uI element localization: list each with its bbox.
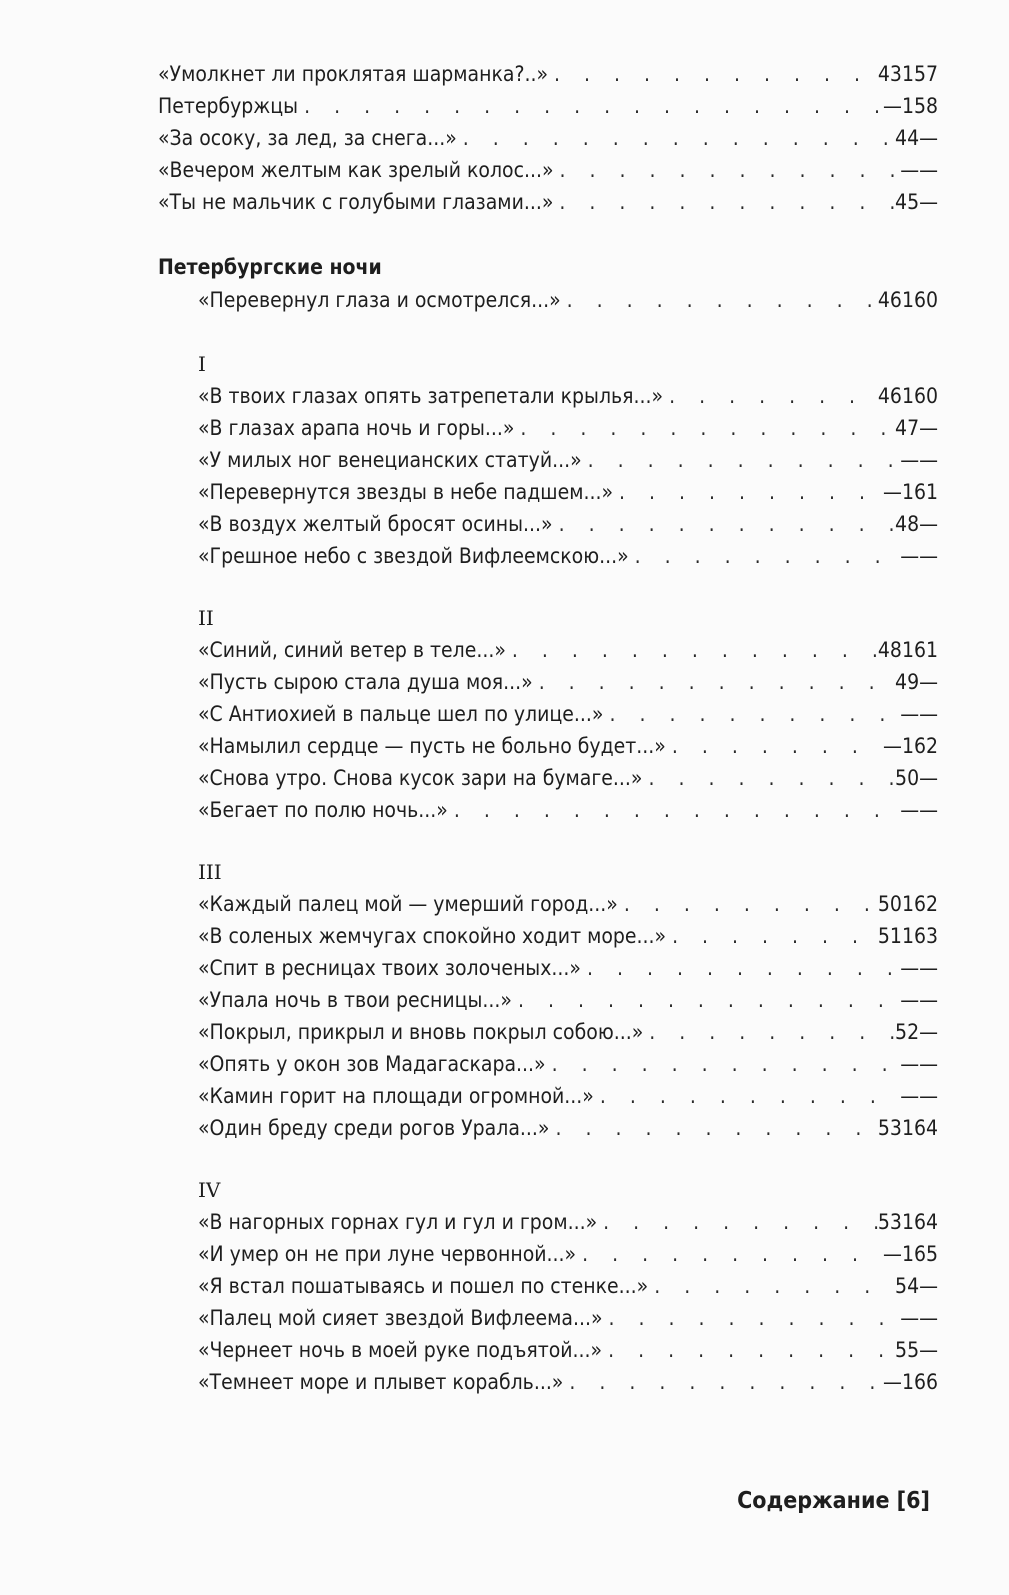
toc-entry	[158, 1048, 938, 1080]
entry-title: «Снова утро. Снова кусок зари на бумаге...»	[198, 766, 643, 790]
entry-title: «Намылил сердце — пусть не больно будет...»	[198, 734, 666, 758]
toc-entry	[158, 634, 938, 666]
entry-note-page: —	[919, 702, 938, 726]
dot-leader	[648, 762, 895, 794]
entry-page: 50	[895, 766, 920, 790]
entry-title: «В соленых жемчугах спокойно ходит море...»	[198, 924, 667, 948]
entry-page: 43	[877, 62, 902, 86]
entry-title: «Умолкнет ли проклятая шарманка?..»	[158, 62, 549, 86]
spacer	[158, 218, 938, 250]
entry-note-page: —	[919, 798, 938, 822]
toc-entry	[158, 1238, 938, 1270]
part-numeral: IV	[198, 1178, 221, 1202]
entry-note-page: 157	[901, 62, 938, 86]
entry-page: 53	[877, 1210, 902, 1234]
toc-entry	[158, 1080, 938, 1112]
dot-leader	[559, 508, 895, 540]
entry-page: —	[883, 1370, 902, 1394]
spacer	[158, 316, 938, 348]
toc-entry	[158, 1016, 938, 1048]
entry-note-page: —	[919, 1338, 938, 1362]
toc-entry	[158, 698, 938, 730]
entry-note-page: —	[919, 1084, 938, 1108]
entry-title: «В воздух желтый бросят осины...»	[198, 512, 553, 536]
entry-title: «Перевернул глаза и осмотрелся...»	[198, 288, 561, 312]
dot-leader	[609, 1302, 901, 1334]
toc-entry	[158, 1334, 938, 1366]
toc-entry	[158, 540, 938, 572]
section-heading: Петербургские ночи	[158, 255, 382, 279]
entry-title: «За осоку, за лед, за снега...»	[158, 126, 457, 150]
entry-title: «Упала ночь в твои ресницы...»	[198, 988, 512, 1012]
entry-title: «И умер он не при луне червонной...»	[198, 1242, 577, 1266]
entry-title: «У милых ног венецианских статуй...»	[198, 448, 582, 472]
dot-leader	[672, 730, 883, 762]
dot-leader	[567, 284, 878, 316]
entry-page: 49	[895, 670, 920, 694]
toc-entry	[158, 1302, 938, 1334]
dot-leader	[463, 122, 895, 154]
entry-title: «Темнеет море и плывет корабль...»	[198, 1370, 564, 1394]
entry-note-page: —	[919, 988, 938, 1012]
entry-page: —	[900, 956, 920, 980]
dot-leader	[608, 1334, 895, 1366]
entry-title: «Перевернутся звезды в небе падшем...»	[198, 480, 614, 504]
toc-entry	[158, 952, 938, 984]
dot-leader	[588, 444, 901, 476]
entry-title: «Пусть сырою стала душа моя...»	[198, 670, 533, 694]
entry-page: 53	[877, 1116, 902, 1140]
entry-page: —	[900, 702, 920, 726]
dot-leader	[520, 412, 895, 444]
toc-entry	[158, 444, 938, 476]
entry-note-page: —	[919, 512, 938, 536]
entry-note-page: —	[919, 126, 938, 150]
toc-entry	[158, 888, 938, 920]
toc-entry	[158, 154, 938, 186]
entry-title: «Один бреду среди рогов Урала...»	[198, 1116, 550, 1140]
entry-title: «В глазах арапа ночь и горы...»	[198, 416, 515, 440]
entry-title: «Ты не мальчик с голубыми глазами...»	[158, 190, 554, 214]
dot-leader	[569, 1366, 883, 1398]
entry-note-page: —	[919, 1052, 938, 1076]
toc-entry	[158, 476, 938, 508]
dot-leader	[539, 666, 895, 698]
entry-note-page: —	[919, 416, 938, 440]
entry-note-page: —	[919, 1274, 938, 1298]
dot-leader	[559, 186, 895, 218]
entry-page: 52	[895, 1020, 920, 1044]
toc-entry	[158, 90, 938, 122]
toc-entry	[158, 920, 938, 952]
entry-title: «Бегает по полю ночь...»	[198, 798, 448, 822]
toc-entry	[158, 666, 938, 698]
spacer	[158, 572, 938, 602]
running-footer: Содержание [6]	[737, 1488, 930, 1514]
entry-page: 50	[877, 892, 902, 916]
entry-page: —	[883, 480, 902, 504]
entry-title: «В твоих глазах опять затрепетали крылья...»	[198, 384, 664, 408]
dot-leader	[582, 1238, 883, 1270]
entry-page: —	[900, 158, 920, 182]
part-numeral: III	[198, 860, 222, 884]
entry-title: «Вечером желтым как зрелый колос...»	[158, 158, 554, 182]
entry-title: «Каждый палец мой — умерший город...»	[198, 892, 618, 916]
dot-leader	[518, 984, 900, 1016]
entry-note-page: 164	[901, 1116, 938, 1140]
table-of-contents	[158, 58, 938, 1398]
dot-leader	[624, 888, 878, 920]
entry-title: «Синий, синий ветер в теле...»	[198, 638, 506, 662]
dot-leader	[454, 794, 900, 826]
entry-title: «Палец мой сияет звездой Вифлеема...»	[198, 1306, 603, 1330]
entry-page: 45	[895, 190, 920, 214]
entry-page: —	[900, 798, 920, 822]
entry-page: —	[900, 544, 920, 568]
toc-entry	[158, 412, 938, 444]
entry-title: Петербуржцы	[158, 94, 299, 118]
dot-leader	[587, 952, 900, 984]
entry-note-page: —	[919, 448, 938, 472]
entry-note-page: 158	[901, 94, 938, 118]
toc-entry	[158, 58, 938, 90]
entry-note-page: 162	[901, 892, 938, 916]
dot-leader	[669, 380, 878, 412]
entry-page: 46	[877, 288, 902, 312]
entry-page: 44	[895, 126, 920, 150]
entry-page: —	[883, 94, 902, 118]
dot-leader	[554, 58, 878, 90]
dot-leader	[635, 540, 901, 572]
entry-note-page: 161	[901, 638, 938, 662]
entry-note-page: —	[919, 1306, 938, 1330]
entry-note-page: 163	[901, 924, 938, 948]
dot-leader	[304, 90, 883, 122]
dot-leader	[555, 1112, 877, 1144]
toc-entry	[158, 1206, 938, 1238]
entry-page: —	[900, 1084, 920, 1108]
toc-entry	[158, 380, 938, 412]
toc-entry	[158, 186, 938, 218]
dot-leader	[649, 1016, 895, 1048]
entry-title: «Покрыл, прикрыл и вновь покрыл собою...»	[198, 1020, 644, 1044]
toc-entry	[158, 762, 938, 794]
entry-note-page: 161	[901, 480, 938, 504]
entry-title: «В нагорных горнах гул и гул и гром...»	[198, 1210, 598, 1234]
entry-note-page: 165	[901, 1242, 938, 1266]
dot-leader	[609, 698, 900, 730]
dot-leader	[560, 154, 901, 186]
entry-note-page: 166	[901, 1370, 938, 1394]
entry-page: —	[900, 988, 920, 1012]
entry-page: 55	[895, 1338, 920, 1362]
entry-page: 46	[877, 384, 902, 408]
entry-page: 47	[895, 416, 920, 440]
entry-page: —	[883, 734, 902, 758]
dot-leader	[552, 1048, 901, 1080]
dot-leader	[672, 920, 878, 952]
toc-entry	[158, 508, 938, 540]
entry-title: «С Антиохией в пальце шел по улице...»	[198, 702, 604, 726]
entry-page: —	[883, 1242, 902, 1266]
entry-title: «Грешное небо с звездой Вифлеемскою...»	[198, 544, 629, 568]
toc-entry	[158, 1366, 938, 1398]
entry-title: «Камин горит на площади огромной...»	[198, 1084, 594, 1108]
entry-note-page: 162	[901, 734, 938, 758]
dot-leader	[654, 1270, 895, 1302]
entry-note-page: 160	[901, 288, 938, 312]
entry-page: —	[900, 1306, 920, 1330]
entry-title: «Я встал пошатываясь и пошел по стенке...»	[198, 1274, 649, 1298]
entry-note-page: —	[919, 190, 938, 214]
part-numeral: I	[198, 352, 206, 376]
toc-entry	[158, 284, 938, 316]
entry-note-page: 164	[901, 1210, 938, 1234]
entry-page: 54	[895, 1274, 920, 1298]
entry-page: 51	[877, 924, 902, 948]
dot-leader	[512, 634, 878, 666]
entry-note-page: —	[919, 956, 938, 980]
entry-note-page: —	[919, 544, 938, 568]
entry-title: «Чернеет ночь в моей руке подъятой...»	[198, 1338, 603, 1362]
toc-entry	[158, 1270, 938, 1302]
entry-title: «Опять у окон зов Мадагаскара...»	[198, 1052, 546, 1076]
dot-leader	[603, 1206, 878, 1238]
toc-entry	[158, 1112, 938, 1144]
entry-page: 48	[877, 638, 902, 662]
entry-note-page: —	[919, 1020, 938, 1044]
toc-entry	[158, 984, 938, 1016]
entry-title: «Спит в ресницах твоих золоченых...»	[198, 956, 581, 980]
dot-leader	[600, 1080, 900, 1112]
spacer	[158, 826, 938, 856]
toc-entry	[158, 730, 938, 762]
entry-page: —	[900, 448, 920, 472]
toc-entry	[158, 794, 938, 826]
entry-page: 48	[895, 512, 920, 536]
entry-page: —	[900, 1052, 920, 1076]
entry-note-page: —	[919, 670, 938, 694]
toc-entry	[158, 122, 938, 154]
dot-leader	[619, 476, 883, 508]
entry-note-page: 160	[901, 384, 938, 408]
entry-note-page: —	[919, 158, 938, 182]
part-numeral: II	[198, 606, 214, 630]
spacer	[158, 1144, 938, 1174]
entry-note-page: —	[919, 766, 938, 790]
